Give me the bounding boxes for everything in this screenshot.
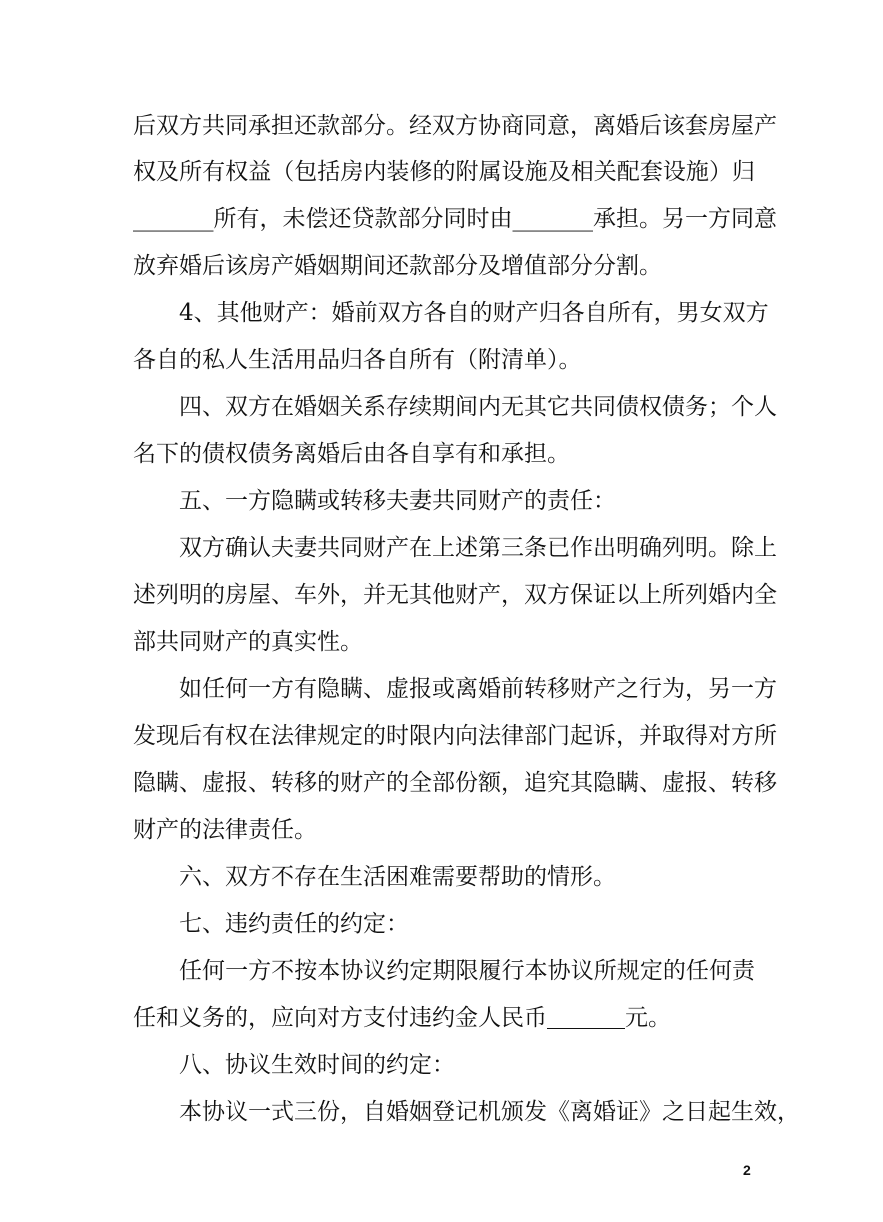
text-segment: 所有，未偿还贷款部分同时由 (213, 206, 513, 232)
text-segment: 任和义务的，应向对方支付违约金人民币 (133, 1005, 547, 1031)
text-line: 各自的私人生活用品归各自所有（附清单）。 (133, 347, 582, 373)
paragraph-first-line: 任何一方不按本协议约定期限履行本协议所规定的任何责 (179, 958, 755, 984)
section-heading: 五、一方隐瞒或转移夫妻共同财产的责任： (179, 488, 616, 514)
text-line: 部共同财产的真实性。 (133, 629, 363, 655)
fill-blank: _______ (512, 206, 593, 232)
section-heading: 七、违约责任的约定： (179, 911, 409, 937)
section-heading: 八、协议生效时间的约定： (179, 1052, 455, 1078)
paragraph-first-line: 四、双方在婚姻关系存续期间内无其它共同债权债务；个人 (179, 394, 777, 420)
paragraph-first-line: 4、其他财产：婚前双方各自的财产归各自所有，男女双方 (179, 300, 769, 326)
text-line: 后双方共同承担还款部分。经双方协商同意，离婚后该套房屋产 (133, 113, 777, 139)
text-segment: 承担。另一方同意 (593, 206, 777, 232)
text-line (133, 1003, 755, 1033)
text-line: 放弃婚后该房产婚姻期间还款部分及增值部分分割。 (133, 253, 662, 279)
text-segment: 元。 (625, 1005, 671, 1031)
text-line: 述列明的房屋、车外，并无其他财产，双方保证以上所列婚内全 (133, 582, 777, 608)
fill-blank: _______ (133, 206, 214, 232)
text-line: 发现后有权在法律规定的时限内向法律部门起诉，并取得对方所 (133, 723, 777, 749)
fill-blank (547, 1006, 625, 1029)
text-line: 名下的债权债务离婚后由各自享有和承担。 (133, 441, 570, 467)
text-line: 隐瞒、虚报、转移的财产的全部份额，追究其隐瞒、虚报、转移 (133, 770, 777, 796)
page-number: 2 (743, 1162, 751, 1178)
paragraph-first-line: 本协议一式三份，自婚姻登记机颁发《离婚证》之日起生效， (179, 1099, 800, 1125)
paragraph-first-line: 双方确认夫妻共同财产在上述第三条已作出明确列明。除上 (179, 535, 777, 561)
paragraph-first-line: 如任何一方有隐瞒、虚报或离婚前转移财产之行为，另一方 (179, 676, 777, 702)
text-line: 财产的法律责任。 (133, 817, 317, 843)
text-line: 权及所有权益（包括房内装修的附属设施及相关配套设施）归 (133, 159, 755, 185)
section-heading: 六、双方不存在生活困难需要帮助的情形。 (179, 864, 616, 890)
text-line (133, 204, 777, 234)
